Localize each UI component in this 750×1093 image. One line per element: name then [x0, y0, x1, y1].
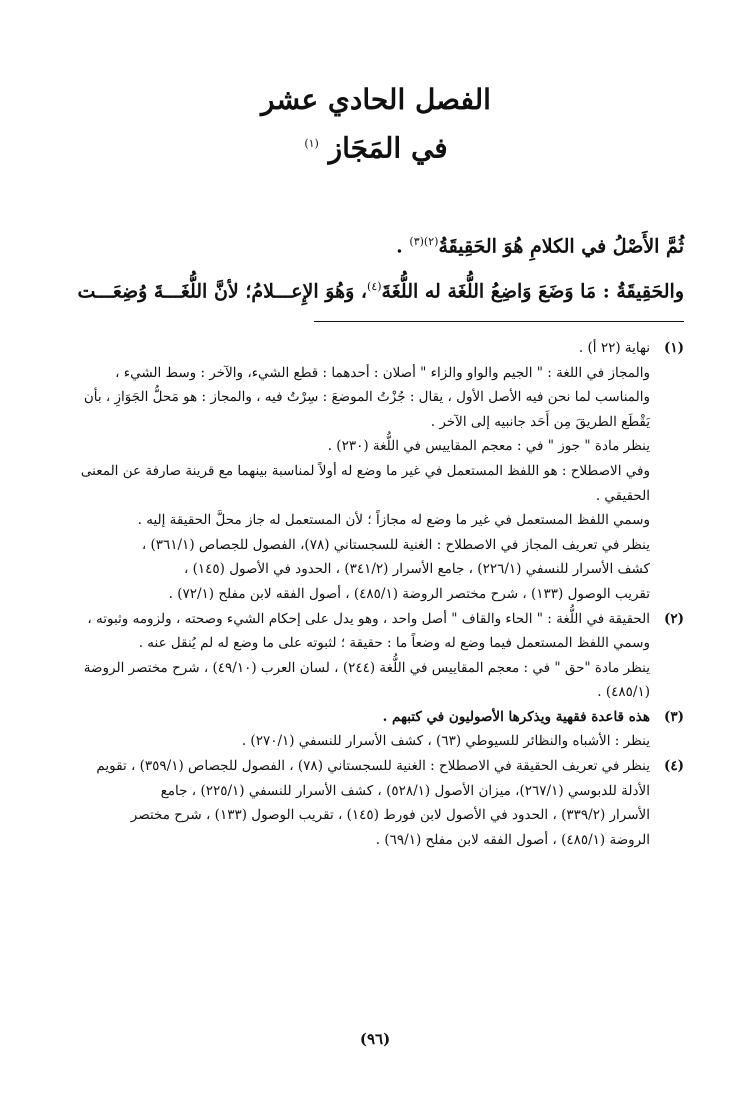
footnote-number: (٤) [663, 758, 684, 775]
footnote-line: والمجاز في اللغة : " الجيم والواو والزاء " أصلان : أحدهما : قطع الشيء، والآخر : وسط الشيء ، [115, 364, 650, 381]
main-text-segment: . [396, 235, 403, 258]
footnote-line: وسمي اللفظ المستعمل فيما وضع له وضعاً ما : حقيقة ؛ لثبوته على ما وضع له لم يُنقل عنه . [138, 635, 650, 652]
footnote-divider [314, 321, 684, 322]
main-text [68, 222, 684, 311]
footnote-line: وفي الاصطلاح : هو اللفظ المستعمل في غير ما وضع له أولاً لمناسبة بينهما مع قرينة صارفة عن المعنى [80, 462, 650, 479]
footnote-line: هذه قاعدة فقهية ويذكرها الأصوليون في كتبهم . [382, 708, 650, 725]
main-text-line [68, 222, 684, 266]
footnote-line: ينظر في تعريف الحقيقة في الاصطلاح : الغنية للسجستاني (٧٨) ، الفصول للجصاص (٣٥٩/١) ، تقويم [96, 758, 650, 775]
footnote-body [68, 336, 650, 607]
footnote-line: تقريب الوصول (١٣٣) ، شرح مختصر الروضة (٤٨٥/١) ، أصول الفقه لابن مفلح (٧٢/١) . [168, 585, 650, 602]
footnote-line: ينظر مادة "حق " في : معجم المقاييس في اللُّغة (٢٤٤) ، لسان العرب (٤٩/١٠) ، شرح مختصر الروضة [83, 659, 650, 676]
main-text-segment: والحَقِيقَةُ : مَا وَضَعَ وَاضِعُ اللُّغَة له اللُّغَةَ [381, 279, 684, 302]
footnote-line: ينظر مادة " جوز " في : معجم المقاييس في اللُّغة (٢٣٠) . [327, 438, 650, 455]
footnote-ref: (٢)(٣) [409, 235, 439, 249]
footnote-line: كشف الأسرار للنسفي (٢٢٦/١) ، جامع الأسرار (٣٤١/٢) ، الحدود في الأصول (١٤٥) ، [183, 561, 650, 578]
footnote-line: الروضة (٤٨٥/١) ، أصول الفقه لابن مفلح (٦٩/١) . [375, 831, 650, 848]
main-text-segment: ، وَهُوَ الإِعـــلامُ؛ لأنَّ اللُّغَـــةَ وُضِعَـــت [77, 279, 368, 302]
footnote-ref: (٤) [367, 279, 382, 293]
footnote [68, 754, 684, 852]
footnote-line: ينظر : الأشباه والنظائر للسيوطي (٦٣) ، كشف الأسرار للنسفي (٢٧٠/١) . [241, 733, 650, 750]
footnote-line: والمناسب لما نحن فيه الأصل الأول ، يقال : جُزْتُ الموضعَ : سِرْتُ فيه ، والمجاز : هو مَحلُّ الجَوَازِ ، بأن [83, 389, 650, 406]
footnote-body [68, 607, 650, 705]
main-text-segment: ثُمَّ الأَصْلُ في الكلامِ هُوَ الحَقِيقَةُ [438, 235, 684, 258]
footnote-line: وسمي اللفظ المستعمل في غير ما وضع له مجازاً ؛ لأن المستعمل له جاز محلَّ الحقيقة إليه . [137, 512, 650, 529]
page [68, 70, 684, 852]
footnote-ref: (١) [304, 137, 319, 150]
footnotes [68, 336, 684, 852]
footnote-line: (٤٨٥/١) . [597, 684, 650, 701]
footnote-line: ينظر في تعريف المجاز في الاصطلاح : الغنية للسجستاني (٧٨)، الفصول للجصاص (٣٦١/١) ، [141, 536, 650, 553]
footnote-line: الأدلة للدبوسي (٢٦٧/١)، ميزان الأصول (٥٢٨/١) ، كشف الأسرار للنسفي (٢٢٥/١) ، جامع [160, 782, 650, 799]
footnote-number: (٢) [663, 610, 684, 627]
footnote-number: (١) [663, 339, 684, 356]
footnote-line: الأسرار (٣٣٩/٢) ، الحدود في الأصول لابن فورط (١٤٥) ، تقريب الوصول (١٣٣) ، شرح مختصر [130, 807, 650, 824]
footnote-body [68, 705, 650, 754]
footnote [68, 705, 684, 754]
footnote-body [68, 754, 650, 852]
page-number: (٩٦) [359, 1030, 391, 1048]
footnote-line: يَقْطَع الطريقَ مِن أَحَد جانبيه إلى الآخر . [430, 413, 650, 430]
footnote-line: نهاية (٢٢ أ) . [578, 339, 650, 356]
footnote [68, 607, 684, 705]
footnote [68, 336, 684, 607]
footnote-line: الحقيقة في اللُّغة : " الحاء والقاف " أصل واحد ، وهو يدل على إحكام الشيء وصحته ، ولزومه وثبوته ، [87, 610, 650, 627]
main-text-line [68, 267, 684, 311]
chapter-title: الفصل الحادي عشر [261, 83, 491, 116]
footnote-line: الحقيقي . [595, 487, 650, 504]
footnote-number: (٣) [663, 708, 684, 725]
chapter-subtitle [68, 122, 684, 170]
chapter-subtitle-text: في المَجَاز [328, 131, 448, 165]
